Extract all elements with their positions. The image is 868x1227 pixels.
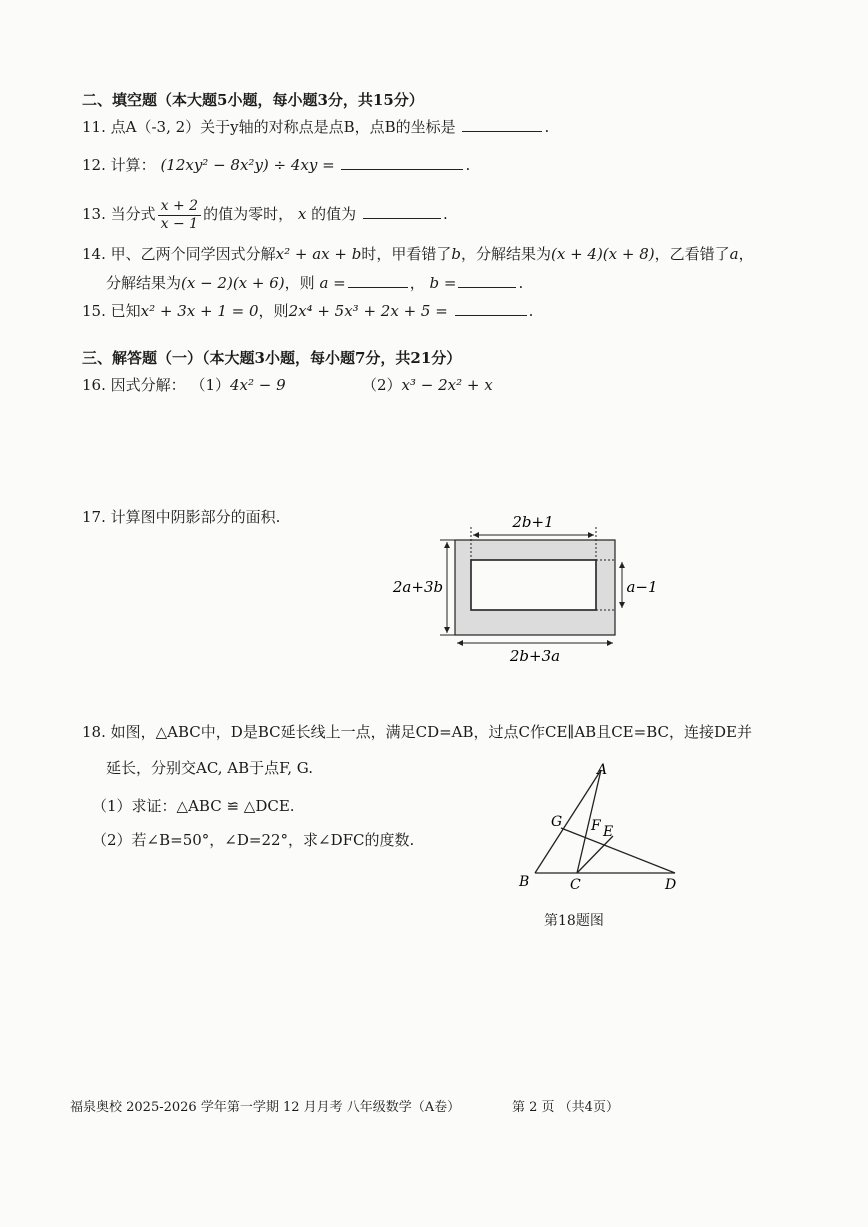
point-A: A [597, 762, 608, 778]
question-13 [82, 194, 448, 236]
section3-title: 三、解答题（一）（本大题3小题，每小题7分，共21分） [82, 349, 462, 367]
figure-18 [505, 758, 705, 898]
q13-prefix: 当分式 [110, 205, 156, 223]
q14-result-jia: (x + 4)(x + 8) [550, 245, 655, 263]
q14-result-yi: (x − 2)(x + 6) [181, 274, 285, 292]
q15-condition: x² + 3x + 1 = 0 [140, 302, 259, 320]
q14-var-b: b [451, 245, 461, 263]
point-E: E [603, 824, 614, 840]
q14-text-e: ， [738, 245, 754, 263]
q17-number: 17. [82, 508, 106, 526]
q16-part1-label: （1） [190, 376, 230, 394]
point-B: B [519, 874, 530, 890]
q12-expression: (12xy² − 8x²y) ÷ 4xy = [160, 156, 335, 174]
q13-answer-blank [363, 203, 441, 219]
q14-text-a: 甲、乙两个同学因式分解 [110, 245, 276, 263]
q14-b-label: b = [429, 274, 457, 292]
footer-page-number: 第 2 页 （共4页） [512, 1100, 619, 1115]
q14-b-blank [458, 272, 516, 288]
q16-part2-label: （2） [362, 376, 402, 394]
point-G: G [551, 814, 563, 830]
label-right: a−1 [626, 578, 658, 596]
q15-answer-blank [455, 300, 527, 316]
q15-number: 15. [82, 302, 106, 320]
q16-part2-expression: x³ − 2x² + x [401, 376, 493, 394]
question-12 [82, 154, 470, 175]
label-bottom: 2b+3a [509, 647, 561, 665]
q15-mid: ，则 [258, 302, 289, 320]
q12-number: 12. [82, 156, 106, 174]
q12-end: . [465, 156, 471, 174]
question-16-part2 [362, 375, 493, 395]
question-17 [82, 507, 280, 527]
q13-number: 13. [82, 205, 106, 223]
q14-a-blank [348, 272, 408, 288]
q14-line2-then: ，则 [284, 274, 315, 292]
q18-number: 18. [82, 723, 106, 741]
q16-number: 16. [82, 376, 106, 394]
q12-answer-blank [341, 154, 463, 170]
q11-answer-blank [462, 116, 542, 132]
point-D: D [665, 877, 677, 893]
q14-text-b: 时，甲看错了 [361, 245, 452, 263]
question-18-line1 [82, 722, 752, 742]
question-18-part2: （2）若∠B=50°，∠D=22°，求∠DFC的度数. [92, 831, 415, 849]
point-C: C [570, 877, 581, 893]
q13-variable: x [297, 205, 307, 223]
q11-number: 11. [82, 118, 106, 136]
q14-text-d: ，乙看错了 [654, 245, 730, 263]
question-14-line2 [106, 272, 523, 293]
q13-fraction-numerator: x + 2 [158, 198, 201, 216]
figure-18-caption: 第18题图 [544, 913, 604, 929]
q14-end: . [518, 274, 524, 292]
point-F: F [591, 818, 601, 834]
question-18-part1: （1）求证：△ABC ≌ △DCE. [92, 797, 295, 815]
question-15 [82, 300, 533, 321]
q14-separator: ， [409, 274, 425, 292]
question-14-line1 [82, 244, 754, 264]
q14-var-a: a [729, 245, 739, 263]
q11-text: 点A（-3, 2）关于y轴的对称点是点B，点B的坐标是 [110, 118, 456, 136]
footer-left: 福泉奥校 2025-2026 学年第一学期 12 月月考 八年级数学（A卷） [70, 1100, 461, 1115]
q17-text: 计算图中阴影部分的面积. [110, 508, 281, 526]
q14-a-label: a = [319, 274, 346, 292]
q12-prefix: 计算： [110, 156, 156, 174]
q11-end: . [544, 118, 550, 136]
question-18-line2: 延长，分别交AC, AB于点F, G. [106, 759, 313, 777]
q13-mid: 的值为零时， [203, 205, 294, 223]
q13-fraction-denominator: x − 1 [160, 215, 199, 232]
q16-text: 因式分解： [110, 376, 186, 394]
q18-text-line1: 如图，△ABC中，D是BC延长线上一点，满足CD=AB，过点C作CE∥AB且CE=BC，连接DE并 [110, 723, 752, 741]
q14-number: 14. [82, 245, 106, 263]
q14-text-c: ，分解结果为 [460, 245, 551, 263]
question-16 [82, 375, 286, 395]
label-top: 2b+1 [512, 513, 554, 531]
q16-part1-expression: 4x² − 9 [229, 376, 286, 394]
figure-17 [380, 505, 680, 670]
q15-end: . [528, 302, 534, 320]
q13-suffix: 的值为 [311, 205, 357, 223]
label-left: 2a+3b [392, 578, 444, 596]
q14-expression: x² + ax + b [275, 245, 362, 263]
q13-fraction [158, 198, 201, 233]
q13-end: . [442, 205, 448, 223]
section2-title: 二、填空题（本大题5小题，每小题3分，共15分） [82, 91, 424, 109]
question-11 [82, 116, 549, 137]
q14-line2-text: 分解结果为 [106, 274, 182, 292]
q15-expression: 2x⁴ + 5x³ + 2x + 5 = [288, 302, 448, 320]
q15-prefix: 已知 [110, 302, 141, 320]
inner-rectangle [471, 560, 596, 610]
